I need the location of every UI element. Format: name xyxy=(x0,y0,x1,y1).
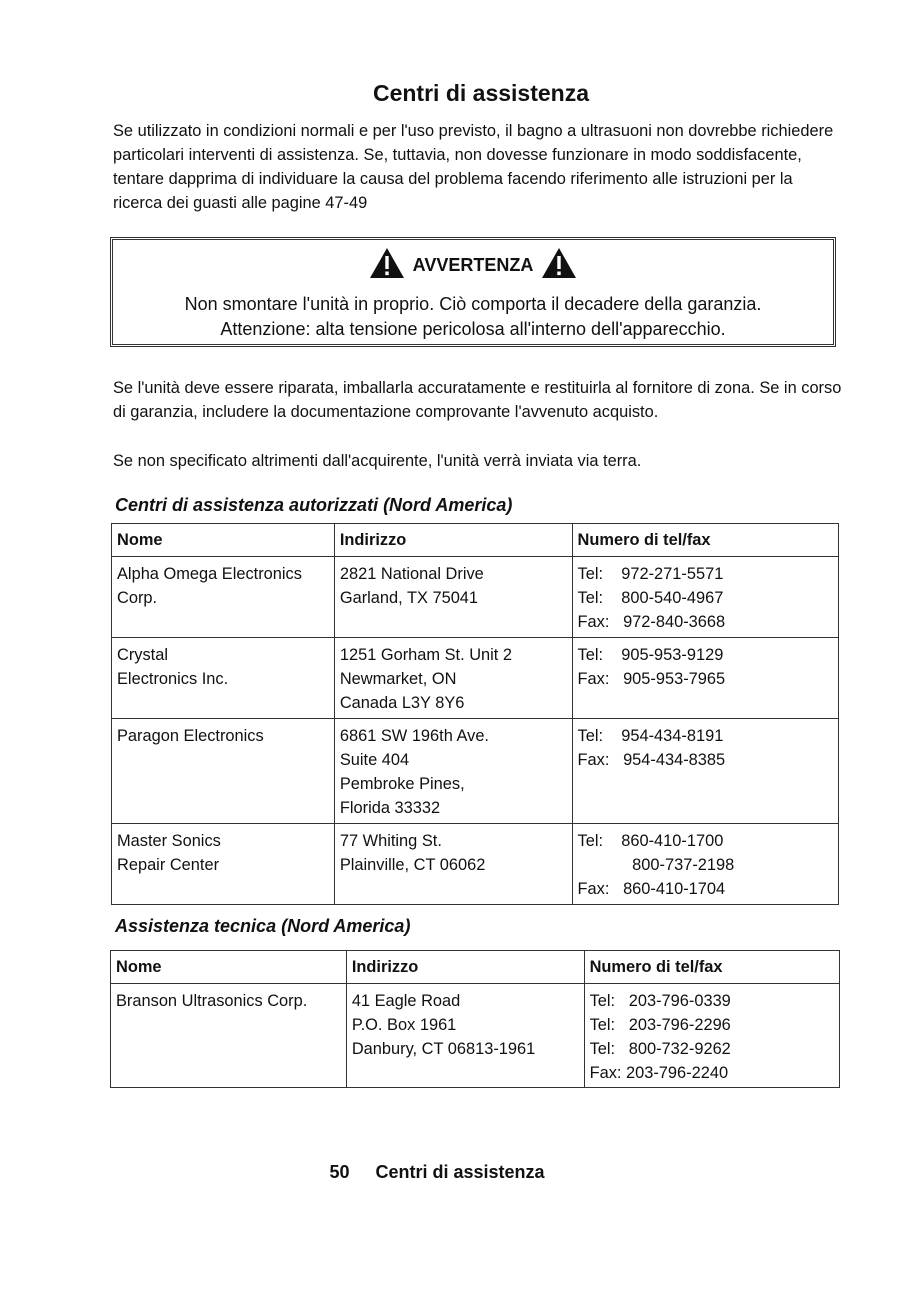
cell-line: Fax: 954-434-8385 xyxy=(577,751,726,769)
column-header-phone: Numero di tel/fax xyxy=(584,951,839,984)
column-header-address: Indirizzo xyxy=(346,951,584,984)
cell-line: Newmarket, ON xyxy=(339,670,457,688)
footer-title: Centri di assistenza xyxy=(375,1162,545,1182)
cell-line: P.O. Box 1961 xyxy=(351,1016,457,1034)
cell-line: Alpha Omega Electronics xyxy=(117,565,302,583)
repair-paragraph: Se l'unità deve essere riparata, imballarla accuratamente e restituirla al fornitore di zona. Se in corso di garanzia, includere la documentazione comprovante l'avvenuto acquisto. xyxy=(113,379,842,421)
cell-line: 77 Whiting St. xyxy=(339,832,442,850)
section-heading-technical-support: Assistenza tecnica (Nord America) xyxy=(115,916,411,936)
intro-paragraph: Se utilizzato in condizioni normali e per l'uso previsto, il bagno a ultrasuoni non dovrebbe richiedere particolari interventi di assistenza. Se, tuttavia, non dovesse funzionare in modo soddisfacente, tentare dapprima di individuare la causa del problema facendo riferimento alle istruzioni per la ricerca dei guasti alle pagine 47-49 xyxy=(113,122,834,212)
cell-line: Electronics Inc. xyxy=(117,670,229,688)
cell-line: Master Sonics xyxy=(117,832,221,850)
cell-line: Canada L3Y 8Y6 xyxy=(339,694,465,712)
warning-line-1: Non smontare l'unità in proprio. Ciò comporta il decadere della garanzia. xyxy=(184,294,762,314)
table-row xyxy=(112,824,839,905)
cell-line: Florida 33332 xyxy=(339,799,441,817)
cell-line: Pembroke Pines, xyxy=(339,775,465,793)
column-header-phone: Numero di tel/fax xyxy=(572,524,838,557)
warning-line-2: Attenzione: alta tensione pericolosa all'interno dell'apparecchio. xyxy=(220,319,726,339)
warning-box xyxy=(110,237,836,347)
cell-address xyxy=(334,719,572,824)
table-row xyxy=(112,557,839,638)
cell-line: 2821 National Drive xyxy=(339,565,484,583)
table-row xyxy=(112,719,839,824)
section-heading-authorized-centers: Centri di assistenza autorizzati (Nord America) xyxy=(115,495,513,515)
cell-line: Corp. xyxy=(117,589,158,607)
cell-line: Branson Ultrasonics Corp. xyxy=(116,992,308,1010)
cell-line: Fax: 972-840-3668 xyxy=(577,613,726,631)
cell-line: Crystal xyxy=(117,646,168,664)
authorized-centers-table xyxy=(111,523,839,905)
cell-line: Fax: 203-796-2240 xyxy=(589,1064,729,1082)
cell-phone xyxy=(572,638,838,719)
warning-text xyxy=(113,292,833,342)
cell-line: Paragon Electronics xyxy=(117,727,264,745)
technical-support-table xyxy=(110,950,840,1088)
cell-phone xyxy=(584,984,839,1088)
table-header-row xyxy=(111,951,840,984)
cell-line: Suite 404 xyxy=(339,751,410,769)
cell-line: Plainville, CT 06062 xyxy=(339,856,486,874)
warning-triangle-icon xyxy=(369,247,405,294)
cell-line: Tel: 972-271-5571 xyxy=(577,565,724,583)
cell-address xyxy=(334,824,572,905)
warning-heading xyxy=(113,244,833,294)
cell-line: Fax: 905-953-7965 xyxy=(577,670,726,688)
cell-phone xyxy=(572,824,838,905)
cell-line: Tel: 954-434-8191 xyxy=(577,727,724,745)
cell-line: Tel: 203-796-0339 xyxy=(589,992,731,1010)
cell-line: Tel: 800-540-4967 xyxy=(577,589,724,607)
table-header-row xyxy=(112,524,839,557)
cell-phone xyxy=(572,557,838,638)
cell-name xyxy=(112,638,335,719)
cell-line: 1251 Gorham St. Unit 2 xyxy=(339,646,513,664)
shipping-paragraph: Se non specificato altrimenti dall'acquirente, l'unità verrà inviata via terra. xyxy=(113,452,642,470)
page-footer xyxy=(0,1162,874,1183)
cell-line: Repair Center xyxy=(117,856,220,874)
cell-address xyxy=(334,557,572,638)
table-row xyxy=(111,984,840,1088)
cell-line: Fax: 860-410-1704 xyxy=(577,880,726,898)
page-number: 50 xyxy=(329,1162,350,1182)
table-row xyxy=(112,638,839,719)
cell-name xyxy=(112,719,335,824)
cell-line: Tel: 860-410-1700 xyxy=(577,832,724,850)
cell-line: Tel: 905-953-9129 xyxy=(577,646,724,664)
column-header-address: Indirizzo xyxy=(334,524,572,557)
cell-line: 6861 SW 196th Ave. xyxy=(339,727,489,745)
cell-line: 800-737-2198 xyxy=(577,856,735,874)
column-header-name: Nome xyxy=(112,524,335,557)
cell-line: Tel: 800-732-9262 xyxy=(589,1040,731,1058)
cell-line: Tel: 203-796-2296 xyxy=(589,1016,731,1034)
warning-triangle-icon xyxy=(541,247,577,294)
cell-name xyxy=(111,984,347,1088)
cell-address xyxy=(346,984,584,1088)
page-title: Centri di assistenza xyxy=(372,80,590,106)
cell-line: 41 Eagle Road xyxy=(351,992,461,1010)
cell-address xyxy=(334,638,572,719)
cell-phone xyxy=(572,719,838,824)
column-header-name: Nome xyxy=(111,951,347,984)
cell-name xyxy=(112,824,335,905)
cell-name xyxy=(112,557,335,638)
cell-line: Garland, TX 75041 xyxy=(339,589,479,607)
cell-line: Danbury, CT 06813-1961 xyxy=(351,1040,536,1058)
warning-label: AVVERTENZA xyxy=(412,255,534,275)
